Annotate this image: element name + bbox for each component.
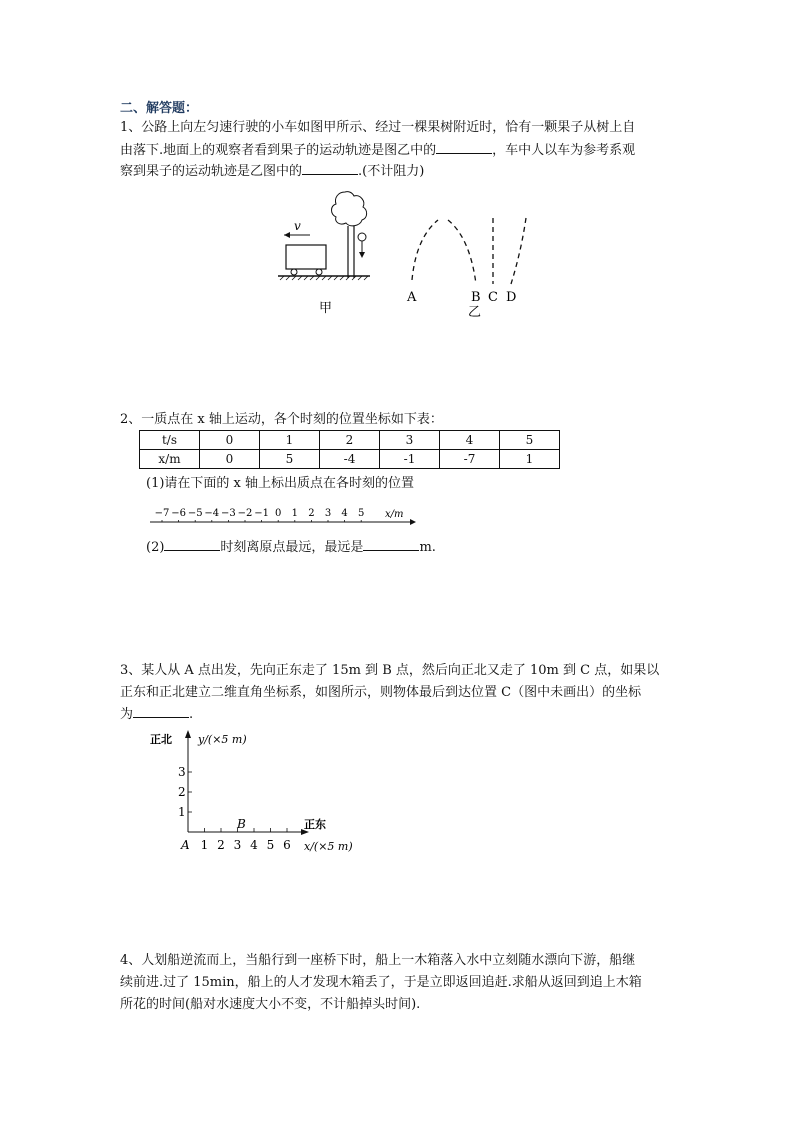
- q2-intro: 2、一质点在 x 轴上运动，各个时刻的位置坐标如下表：: [120, 412, 443, 427]
- trajectory-a: [412, 220, 438, 280]
- number-line-unit: x/m: [385, 509, 404, 520]
- y-axis-label: y/(×5 m): [198, 733, 247, 746]
- label-c: C: [488, 290, 498, 305]
- table-cell: 4: [440, 431, 500, 450]
- origin-label: A: [181, 838, 190, 852]
- x-axis-tick-label: 5: [266, 838, 275, 852]
- north-label: 正北: [150, 733, 172, 746]
- number-line-tick-label: −5: [187, 508, 203, 519]
- number-line-tick-label: −7: [154, 508, 170, 519]
- q2-part-2-text-c: m.: [419, 540, 436, 555]
- q3-answer-blank[interactable]: [133, 704, 189, 718]
- table-cell: 1: [260, 431, 320, 450]
- table-cell: t/s: [140, 431, 200, 450]
- q4-line-3: 所花的时间(船对水速度大小不变，不计船掉头时间).: [120, 997, 421, 1012]
- q1-answer-blank-2[interactable]: [302, 161, 358, 175]
- q2-number-line: [148, 504, 418, 532]
- q1-answer-blank-1[interactable]: [436, 140, 492, 154]
- table-cell: 5: [260, 450, 320, 469]
- number-line-tick-label: 1: [291, 508, 298, 519]
- table-row: [140, 450, 560, 469]
- number-line-tick-label: −1: [254, 508, 269, 519]
- y-axis-arrow: [185, 730, 191, 738]
- q2-table: [139, 430, 560, 469]
- point-b-label: B: [237, 817, 246, 831]
- x-axis-tick-label: 4: [250, 838, 258, 852]
- q3-line-1: 3、某人从 A 点出发，先向正东走了 15m 到 B 点，然后向正北又走了 10m 到 C 点，如果以: [120, 663, 660, 678]
- q3-line-3-text-b: .: [189, 707, 194, 722]
- y-axis-tick-label: 2: [178, 785, 186, 799]
- x-axis-tick-label: 3: [233, 838, 242, 852]
- figure-jia: [270, 188, 380, 320]
- x-axis-tick-label: 1: [200, 838, 209, 852]
- label-a: A: [407, 290, 417, 305]
- x-axis-tick-label: 6: [283, 838, 291, 852]
- q2-part-1: (1)请在下面的 x 轴上标出质点在各时刻的位置: [146, 476, 415, 491]
- table-row: [140, 431, 560, 450]
- q1-line-3-text-b: .(不计阻力): [358, 164, 425, 179]
- number-line-tick-label: −6: [171, 508, 186, 519]
- table-cell: -4: [320, 450, 380, 469]
- table-cell: 3: [380, 431, 440, 450]
- section-heading: 二、解答题：: [120, 101, 199, 116]
- velocity-label: v: [294, 219, 301, 233]
- q1-line-3-text-a: 察到果子的运动轨迹是乙图中的: [120, 164, 303, 179]
- table-cell: 2: [320, 431, 380, 450]
- table-cell: -7: [440, 450, 500, 469]
- east-label: 正东: [304, 818, 326, 831]
- number-line-tick-label: −2: [237, 508, 253, 519]
- trajectory-d: [511, 218, 526, 284]
- figure-jia-caption: 甲: [319, 301, 333, 316]
- table-cell: 0: [200, 450, 260, 469]
- tree-canopy-shape: [332, 192, 367, 226]
- car-wheel-left: [291, 269, 297, 275]
- q1-line-3: [120, 161, 424, 182]
- q1-line-2-text-a: 由落下.地面上的观察者看到果子的运动轨迹是图乙中的: [120, 143, 437, 158]
- q2-part-2: [146, 537, 436, 558]
- q2-answer-blank-2[interactable]: [363, 537, 419, 551]
- trajectory-b: [448, 220, 476, 284]
- number-line-tick-label: 0: [275, 508, 282, 519]
- fall-arrow-head: [359, 252, 365, 258]
- table-cell: -1: [380, 450, 440, 469]
- number-line-tick-label: −4: [204, 508, 220, 519]
- figure-yi-caption: 乙: [468, 305, 482, 320]
- q1-line-2: [120, 140, 635, 161]
- table-cell: 5: [500, 431, 560, 450]
- q3-line-3-text-a: 为: [120, 707, 134, 722]
- label-b: B: [471, 290, 481, 305]
- number-line-tick-label: 2: [308, 508, 315, 519]
- velocity-arrow-head: [284, 232, 290, 238]
- q4-line-2: 续前进.过了 15min，船上的人才发现木箱丢了，于是立即返回追赶.求船从返回到追上木箱: [120, 975, 642, 990]
- car-body: [286, 245, 326, 269]
- y-axis-ticks: [178, 765, 192, 819]
- y-axis-tick-label: 3: [178, 765, 186, 779]
- q2-part-2-text-b: 时刻离原点最远，最远是: [220, 540, 364, 555]
- q1-line-2-text-b: ，车中人以车为参考系观: [492, 143, 636, 158]
- q3-line-2: 正东和正北建立二维直角坐标系，如图所示，则物体最后到达位置 C（图中未画出）的坐标: [120, 685, 642, 700]
- x-axis-label: x/(×5 m): [304, 840, 353, 853]
- figure-yi: [400, 212, 530, 322]
- number-line-arrow: [410, 519, 416, 525]
- table-cell: x/m: [140, 450, 200, 469]
- label-d: D: [506, 290, 517, 305]
- table-cell: 1: [500, 450, 560, 469]
- x-axis-tick-label: 2: [217, 838, 225, 852]
- fruit-shape: [358, 233, 366, 241]
- number-line-tick-label: −3: [221, 508, 236, 519]
- car-wheel-right: [316, 269, 322, 275]
- q3-coordinate-graph: [148, 726, 363, 856]
- q2-part-2-text-a: (2): [146, 540, 165, 555]
- q3-line-3: [120, 704, 193, 725]
- number-line-tick-label: 4: [341, 508, 348, 519]
- y-axis-tick-label: 1: [178, 805, 186, 819]
- table-cell: 0: [200, 431, 260, 450]
- q1-line-1: 1、公路上向左匀速行驶的小车如图甲所示、经过一棵果树附近时，恰有一颗果子从树上自: [120, 120, 636, 135]
- number-line-tick-labels: [155, 508, 365, 522]
- q4-line-1: 4、人划船逆流而上，当船行到一座桥下时，船上一木箱落入水中立刻随水漂向下游，船继: [120, 953, 636, 968]
- number-line-tick-label: 5: [358, 508, 365, 519]
- q2-answer-blank-1[interactable]: [164, 537, 220, 551]
- number-line-tick-label: 3: [324, 508, 332, 519]
